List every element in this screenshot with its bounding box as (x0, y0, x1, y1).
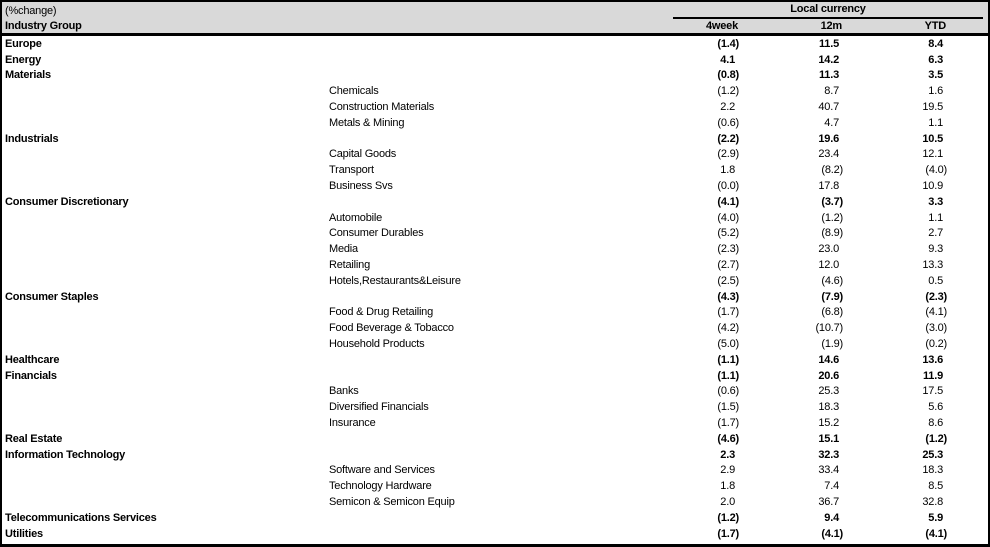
value-cell: (5.2) (717, 227, 739, 240)
value-cell: (4.1) (717, 195, 739, 208)
value-cell: (4.2) (717, 322, 739, 335)
value-cell: (8.2) (821, 164, 843, 177)
table-row (2, 399, 988, 415)
value-cell: (4.0) (717, 211, 739, 224)
value-cell: 6.3 (928, 53, 943, 66)
sub-label: Semicon & Semicon Equip (329, 496, 455, 508)
value-cell: (4.0) (925, 164, 947, 177)
table-row (2, 447, 988, 463)
value-cell: 14.2 (818, 53, 839, 66)
table-row (2, 194, 988, 210)
table-row (2, 431, 988, 447)
value-cell: (1.2) (717, 85, 739, 98)
value-cell: 23.4 (818, 148, 839, 161)
value-cell: (0.8) (717, 69, 739, 82)
value-cell: (0.6) (717, 116, 739, 129)
value-cell: 8.5 (928, 480, 943, 493)
sub-label: Retailing (329, 259, 371, 272)
value-cell: 11.5 (818, 37, 839, 50)
value-cell: 5.6 (928, 401, 943, 414)
value-cell: 1.1 (928, 211, 943, 224)
value-cell: (2.7) (717, 259, 739, 272)
group-label: Industrials (5, 132, 59, 145)
sub-label: Software and Services (329, 464, 435, 477)
group-label: Energy (5, 53, 42, 66)
table-row (2, 210, 988, 226)
table-row (2, 289, 988, 305)
table-row (2, 352, 988, 368)
table-row (2, 52, 988, 68)
group-label: Consumer Staples (5, 290, 99, 303)
value-cell: (4.6) (821, 274, 843, 287)
table-row (2, 257, 988, 273)
sub-label: Technology Hardware (329, 480, 432, 493)
corner-label: (%change) (5, 5, 57, 17)
value-cell: 8.4 (928, 37, 943, 50)
group-label: Materials (5, 69, 51, 82)
value-cell: (2.9) (717, 148, 739, 161)
group-label: Consumer Discretionary (5, 195, 129, 208)
value-cell: 12.1 (922, 148, 943, 161)
value-cell: 36.7 (818, 496, 839, 508)
sub-label: Construction Materials (329, 101, 435, 114)
value-cell: 14.6 (818, 353, 839, 366)
value-cell: (4.6) (717, 432, 739, 445)
group-label: Europe (5, 37, 42, 50)
value-cell: 0.5 (928, 274, 943, 287)
value-cell: (0.2) (925, 338, 947, 351)
sub-label: Chemicals (329, 85, 379, 98)
table-row (2, 115, 988, 131)
sub-label: Consumer Durables (329, 227, 424, 240)
value-cell: 11.3 (818, 69, 839, 82)
value-cell: (1.7) (717, 417, 739, 430)
row-header-label: Industry Group (5, 20, 82, 32)
value-cell: (1.2) (717, 511, 739, 524)
value-cell: (1.9) (821, 338, 843, 351)
table-row (2, 273, 988, 289)
value-cell: 2.7 (928, 227, 943, 240)
value-cell: (6.8) (821, 306, 843, 319)
value-cell: (7.9) (821, 290, 843, 303)
sub-label: Metals & Mining (329, 116, 405, 129)
column-header-12m: 12m (820, 20, 842, 32)
value-cell: (1.2) (821, 211, 843, 224)
table-row (2, 162, 988, 178)
value-cell: (1.2) (925, 432, 947, 445)
table-row (2, 336, 988, 352)
group-label: Healthcare (5, 353, 60, 366)
sub-label: Food Beverage & Tobacco (329, 322, 454, 335)
header-row-spanner (2, 2, 988, 19)
value-cell: 2.2 (720, 101, 735, 114)
value-cell: 40.7 (818, 101, 839, 114)
value-cell: (10.7) (815, 322, 843, 335)
sub-label: Media (329, 243, 358, 256)
value-cell: 18.3 (922, 464, 943, 477)
value-cell: (4.1) (821, 527, 843, 540)
table-row (2, 226, 988, 242)
value-cell: 11.9 (922, 369, 943, 382)
group-label: Telecommunications Services (5, 511, 157, 524)
value-cell: 1.1 (928, 116, 943, 129)
header-row-columns (2, 19, 988, 33)
value-cell: (2.5) (717, 274, 739, 287)
sub-label: Food & Drug Retailing (329, 306, 434, 319)
sub-label: Diversified Financials (329, 401, 429, 414)
value-cell: (1.5) (717, 401, 739, 414)
value-cell: (1.7) (717, 306, 739, 319)
sub-label: Transport (329, 164, 374, 177)
table-row (2, 68, 988, 84)
value-cell: 17.5 (922, 385, 943, 398)
value-cell: 32.8 (922, 496, 943, 508)
value-cell: 8.6 (928, 417, 943, 430)
sub-label: Household Products (329, 338, 425, 351)
value-cell: 15.2 (818, 417, 839, 430)
value-cell: 8.7 (824, 85, 839, 98)
value-cell: 4.1 (720, 53, 735, 66)
value-cell: 10.9 (922, 180, 943, 193)
value-cell: (2.2) (717, 132, 739, 145)
value-cell: 2.3 (720, 448, 735, 461)
value-cell: 19.6 (818, 132, 839, 145)
value-cell: 12.0 (818, 259, 839, 272)
value-cell: 18.3 (818, 401, 839, 414)
table-row (2, 478, 988, 494)
value-cell: (4.3) (717, 290, 739, 303)
value-cell: 9.3 (928, 243, 943, 256)
column-header-ytd: YTD (924, 20, 946, 32)
value-cell: 17.8 (818, 180, 839, 193)
value-cell: (5.0) (717, 338, 739, 351)
value-cell: (4.1) (925, 306, 947, 319)
sub-label: Banks (329, 385, 359, 398)
value-cell: 25.3 (922, 448, 943, 461)
value-cell: 25.3 (818, 385, 839, 398)
table-row (2, 415, 988, 431)
value-cell: (0.6) (717, 385, 739, 398)
value-cell: (1.1) (717, 369, 739, 382)
value-cell: (8.9) (821, 227, 843, 240)
table-body (2, 36, 988, 542)
value-cell: 33.4 (818, 464, 839, 477)
sub-label: Automobile (329, 211, 383, 224)
value-cell: 20.6 (818, 369, 839, 382)
value-cell: 23.0 (818, 243, 839, 256)
table-row (2, 368, 988, 384)
value-cell: 1.8 (720, 480, 735, 493)
table-row (2, 494, 988, 510)
value-cell: (4.1) (925, 527, 947, 540)
sub-label: Capital Goods (329, 148, 397, 161)
value-cell: 1.6 (928, 85, 943, 98)
value-cell: 15.1 (818, 432, 839, 445)
sub-label: Business Svs (329, 180, 393, 193)
value-cell: 10.5 (922, 132, 943, 145)
value-cell: 4.7 (824, 116, 839, 129)
value-cell: 13.3 (922, 259, 943, 272)
table-row (2, 463, 988, 479)
group-label: Real Estate (5, 432, 63, 445)
group-label: Financials (5, 369, 57, 382)
value-cell: (1.1) (717, 353, 739, 366)
table-header (2, 2, 988, 36)
spanner-header: Local currency (673, 2, 983, 19)
value-cell: 1.8 (720, 164, 735, 177)
column-header-4week: 4week (705, 20, 738, 32)
group-label: Utilities (5, 527, 43, 540)
table-row (2, 526, 988, 542)
value-cell: 9.4 (824, 511, 839, 524)
table-row (2, 241, 988, 257)
value-cell: (2.3) (925, 290, 947, 303)
group-label: Information Technology (5, 448, 126, 461)
table-row (2, 36, 988, 52)
table-row (2, 510, 988, 526)
value-cell: 13.6 (922, 353, 943, 366)
value-cell: (1.4) (717, 37, 739, 50)
value-cell: 2.0 (720, 496, 735, 508)
sub-label: Hotels,Restaurants&Leisure (329, 274, 461, 287)
value-cell: 3.3 (928, 195, 943, 208)
table-row (2, 131, 988, 147)
table-row (2, 99, 988, 115)
value-cell: 7.4 (824, 480, 839, 493)
table-row (2, 320, 988, 336)
sub-label: Insurance (329, 417, 376, 430)
value-cell: (2.3) (717, 243, 739, 256)
table-row (2, 305, 988, 321)
value-cell: (1.7) (717, 527, 739, 540)
value-cell: 32.3 (818, 448, 839, 461)
value-cell: 5.9 (928, 511, 943, 524)
value-cell: (3.7) (821, 195, 843, 208)
value-cell: 3.5 (928, 69, 943, 82)
table-row (2, 147, 988, 163)
value-cell: (0.0) (717, 180, 739, 193)
table-row (2, 178, 988, 194)
value-cell: 2.9 (720, 464, 735, 477)
value-cell: (3.0) (925, 322, 947, 335)
table-row (2, 83, 988, 99)
value-cell: 19.5 (922, 101, 943, 114)
table-row (2, 384, 988, 400)
